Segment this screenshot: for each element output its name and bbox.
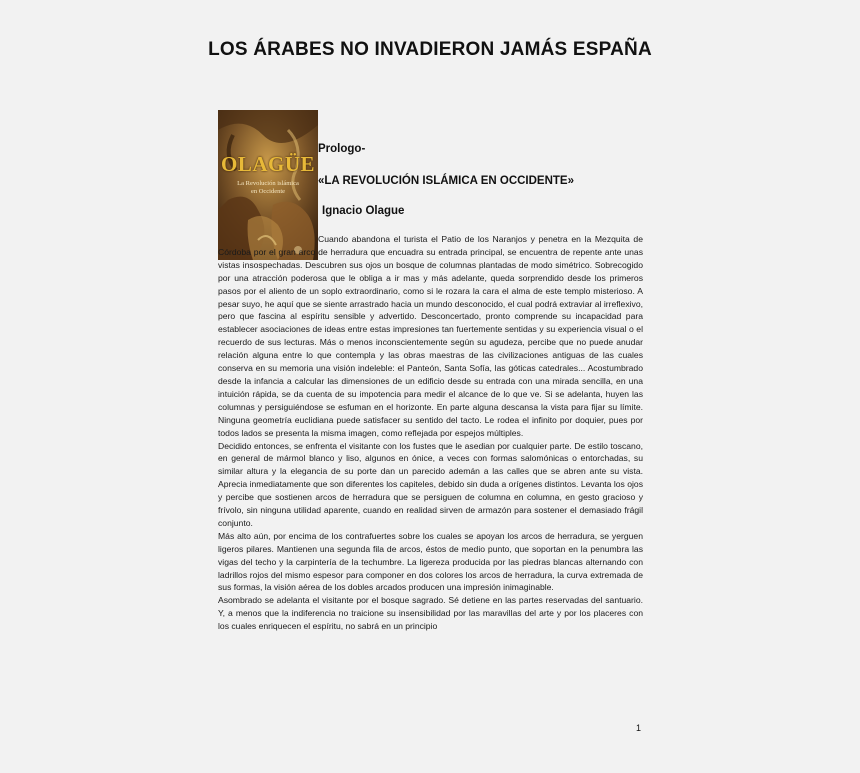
cover-subtitle [224,180,312,196]
cover-author-name: OLAGÜE [220,152,315,176]
prologo-heading: Prologo- [318,143,366,155]
page-number: 1 [636,723,642,733]
paragraph: Decidido entonces, se enfrenta el visitante con los fustes que le asedian por cualquier parte. De estilo toscano, en general de mármol blanco y liso, algunos en ónice, a veces con formas salomónicas o entorchadas, su similar altura y la elegancia de su porte dan un parecido ademán a las calles que se abren ante su vista. Aprecia inmediatamente que son diferentes los capiteles, debido sin duda a orígenes distintos. Levanta los ojos y percibe que sostienen arcos de herradura que se persiguen de columna en columna, en gesto gracioso y frívolo, sin ninguna utilidad aparente, cuando en realidad sirven de armazón para sostener el demasiado frágil conjunto. [218,440,643,528]
paragraph: Cuando abandona el turista el Patio de los Naranjos y penetra en la Mezquita de Córdoba por el gran arco de herradura que encuadra su entrada principal, se encuentra de repente ante unas vistas insospechadas. Descubren sus ojos un bosque de columnas plantadas de modo simétrico. Sobrecogido por una atracción poderosa que le obliga a ir mas y más adelante, queda sorprendido desde los primeros pasos por el aliento de un soplo extraordinario, como si le rozara la cara el alma de este templo misterioso. A pesar suyo, he aquí que se siente arrastrado hacia un mundo desconocido, el cual podrá extraviar al irreflexivo, pero que fascina al espíritu sensible y advertido. Desconcertado, pronto comprende su incapacidad para establecer asociaciones de ideas entre estas impresiones tan fuertemente sentidas y su experiencia visual o el recuerdo de sus lecturas. Más o menos inconscientemente según su agudeza, percibe que no puede anudar relación alguna entre lo que contempla y las obras maestras de las civilizaciones antiguas de las cuales conserva en su memoria una visión indeleble: el Panteón, Santa Sofía, las góticas catedrales... Acostumbrado desde la infancia a calcular las dimensiones de un edificio desde su entrada con una mirada sencilla, en una intuición rápida, se da cuenta de su impotencia para medir el alcance de lo que ve. Si se adelanta, huyen las columnas y persiguiéndose se esfuman en el horizonte. En parte alguna descansa la vista para fijar su límite. Ninguna geometría euclidiana puede satisfacer su sentido del tacto. Le rodea el infinito por doquier, pues por todos lados se presenta la misma imagen, como reflejada por espejos múltiples. [218,234,643,438]
paragraph: Más alto aún, por encima de los contrafuertes sobre los cuales se apoyan los arcos de herradura, se yerguen ligeros pilares. Mantienen una segunda fila de arcos, éstos de medio punto, que soportan en la penumbra las vigas del techo y la carpintería de la techumbre. La ligereza producida por las piedras blancas alternando con ladrillos rojos del mismo espesor para componer en dos colores los arcos de herradura, la curva extremada de sus formas, la visión aérea de los dobles arcados producen una impresión inimaginable. [218,530,643,593]
document-title: LOS ÁRABES NO INVADIERON JAMÁS ESPAÑA [208,39,652,60]
book-title-heading: «LA REVOLUCIÓN ISLÁMICA EN OCCIDENTE» [318,175,574,187]
author-heading: Ignacio Olague [322,205,405,217]
cover-subtitle-line: en Occidente [250,188,286,195]
cover-subtitle-line: La Revolución islámica [237,180,299,187]
paragraph: Asombrado se adelanta el visitante por el bosque sagrado. Sé detiene en las partes reservadas del santuario. Y, a menos que la indiferencia no traicione su insensibilidad por las maravillas del arte y por los placeres con los cuales enriquecen el espíritu, no sabrá en un principio [218,595,643,632]
body-text [218,233,643,633]
